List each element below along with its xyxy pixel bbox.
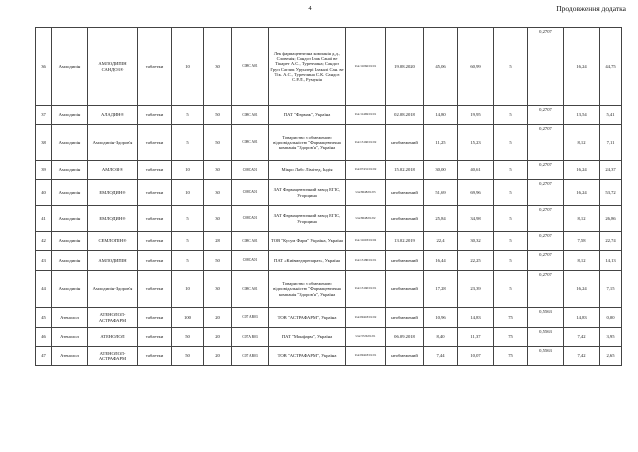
cell-markup: 75 (494, 328, 528, 347)
cell-atc-code: C08C A01 (232, 28, 269, 106)
cell-reg-date: необмежений (386, 180, 424, 206)
cell-manufacturer: ТОВ "Кусум Фарм" Україна, Україна (269, 232, 346, 251)
table-row (36, 308, 622, 328)
cell-atc-code: C07 AB03 (232, 347, 269, 366)
cell-manufacturer: ТОВ "АСТРАФАРМ", Україна (269, 308, 346, 328)
cell-number: 39 (36, 161, 52, 180)
cell-reg-date: 02.08.2018 (386, 106, 424, 125)
cell-manufacturer: Товариство з обмеженою відповідальністю "Фармацевтична компанія "Здоров'я", Україна (269, 271, 346, 308)
cell-trade-name: Амлодипін-Здоров'я (88, 271, 138, 308)
cell-markup: 5 (494, 206, 528, 232)
cell-dose: 5 (172, 125, 204, 161)
cell-registration: UA/11603/01/02 (346, 232, 386, 251)
cell-wholesale-price: 69,96 (458, 180, 494, 206)
continuation-label: Продовження додатка (556, 4, 626, 13)
cell-number: 46 (36, 328, 52, 347)
cell-registration: UA/8048/01/02 (346, 206, 386, 232)
cell-markup: 5 (494, 28, 528, 106)
cell-reference: 0,2707 (528, 161, 564, 180)
cell-dose: 50 (172, 347, 204, 366)
cell-atc-code: C08CA01 (232, 206, 269, 232)
cell-manufacturer: Лек фармацевтична компанія д.д., Словенія; Сандоз Ілак Санаї ве Тікарет А.С., Туреччина; Сандоз Груп Саглик Урунлері Ілакалі Сан. ве Тік. А.С., Туреччина С.К. Сандоз С.Р.Л., Румунія (269, 28, 346, 106)
cell-copay: 53,72 (600, 180, 622, 206)
cell-wholesale-price: 40,61 (458, 161, 494, 180)
cell-form: таблетки (138, 28, 172, 106)
cell-copay: 24,37 (600, 161, 622, 180)
cell-dose: 5 (172, 206, 204, 232)
cell-markup: 5 (494, 125, 528, 161)
table-row (36, 106, 622, 125)
cell-inn: Атенолол (52, 308, 88, 328)
cell-wholesale-price: 30,32 (458, 232, 494, 251)
cell-manufacturer: ТОВ "АСТРАФАРМ", Україна (269, 347, 346, 366)
cell-registration: UA/13160/01/02 (346, 125, 386, 161)
cell-inn: Амлодипін (52, 161, 88, 180)
cell-price: 10,96 (424, 308, 458, 328)
cell-dose: 5 (172, 251, 204, 271)
cell-form: таблетки (138, 328, 172, 347)
cell-price: 25,84 (424, 206, 458, 232)
cell-registration: UA/3726/01/01 (346, 328, 386, 347)
cell-number: 44 (36, 271, 52, 308)
table-row (36, 161, 622, 180)
cell-reimbursement: 7,42 (564, 347, 600, 366)
cell-wholesale-price: 14,83 (458, 308, 494, 328)
cell-price: 22,4 (424, 232, 458, 251)
cell-manufacturer: ПАТ «Київмедпрепарат», Україна (269, 251, 346, 271)
cell-atc-code: C07 AB03 (232, 308, 269, 328)
cell-number: 43 (36, 251, 52, 271)
cell-registration: UA/07431/01/02 (346, 161, 386, 180)
cell-form: таблетки (138, 125, 172, 161)
cell-inn: Амлодипін (52, 232, 88, 251)
cell-registration: UA/13160/01/01 (346, 271, 386, 308)
table-row (36, 271, 622, 308)
cell-price: 16,44 (424, 251, 458, 271)
cell-price: 14,80 (424, 106, 458, 125)
cell-quantity: 50 (204, 251, 232, 271)
cell-reimbursement: 16,24 (564, 161, 600, 180)
cell-markup: 75 (494, 347, 528, 366)
cell-atc-code: C08C A01 (232, 106, 269, 125)
cell-reg-date: необмежений (386, 271, 424, 308)
cell-wholesale-price: 22,25 (458, 251, 494, 271)
cell-copay: 26,86 (600, 206, 622, 232)
cell-manufacturer: ПАТ "Монфарм", Україна (269, 328, 346, 347)
cell-inn: Амлодипін (52, 180, 88, 206)
cell-form: таблетки (138, 232, 172, 251)
cell-inn: Амлодипін (52, 251, 88, 271)
cell-price: 30,00 (424, 161, 458, 180)
cell-atc-code: C07A B03 (232, 328, 269, 347)
cell-markup: 5 (494, 251, 528, 271)
table-row (36, 28, 622, 106)
cell-trade-name: Амлодипін-Здоров'я (88, 125, 138, 161)
cell-manufacturer: ЗАТ Фармацевтичний завод ЕГІС, Угорщина (269, 180, 346, 206)
cell-inn: Амлодипін (52, 106, 88, 125)
cell-registration: UA/8048/01/03 (346, 180, 386, 206)
cell-copay: 44,75 (600, 28, 622, 106)
cell-atc-code: C08CA01 (232, 180, 269, 206)
cell-inn: Амлодипін (52, 125, 88, 161)
cell-form: таблетки (138, 308, 172, 328)
cell-reimbursement: 7,42 (564, 328, 600, 347)
cell-reg-date: необмежений (386, 308, 424, 328)
cell-atc-code: C08CA01 (232, 161, 269, 180)
cell-form: таблетки (138, 271, 172, 308)
cell-trade-name: АМЛОЗІ® (88, 161, 138, 180)
cell-dose: 50 (172, 328, 204, 347)
cell-markup: 5 (494, 180, 528, 206)
cell-number: 45 (36, 308, 52, 328)
cell-atc-code: C08C A01 (232, 232, 269, 251)
cell-manufacturer: Товариство з обмеженою відповідальністю "Фармацевтична компанія "Здоров'я", Україна (269, 125, 346, 161)
cell-wholesale-price: 34,98 (458, 206, 494, 232)
cell-atc-code: C08C A01 (232, 271, 269, 308)
cell-registration: UA/09418/01/01 (346, 347, 386, 366)
cell-reference: 0,5563 (528, 347, 564, 366)
cell-reference: 0,5563 (528, 328, 564, 347)
cell-price: 11,25 (424, 125, 458, 161)
cell-dose: 10 (172, 28, 204, 106)
cell-reimbursement: 8,12 (564, 251, 600, 271)
cell-quantity: 30 (204, 161, 232, 180)
cell-form: таблетки (138, 180, 172, 206)
cell-reg-date: необмежений (386, 206, 424, 232)
cell-trade-name: АМЛОДИПІН (88, 251, 138, 271)
cell-form: таблетки (138, 106, 172, 125)
cell-manufacturer: Мікро Лабс Лімітед, Індія (269, 161, 346, 180)
cell-registration: UA/09418/01/02 (346, 308, 386, 328)
cell-reg-date: необмежений (386, 251, 424, 271)
cell-wholesale-price: 15,23 (458, 125, 494, 161)
cell-quantity: 20 (204, 308, 232, 328)
cell-form: таблетки (138, 251, 172, 271)
cell-reg-date: 13.02.2019 (386, 232, 424, 251)
drug-price-table (35, 27, 622, 366)
cell-inn: Атенолол (52, 328, 88, 347)
cell-number: 40 (36, 180, 52, 206)
cell-copay: 5,41 (600, 106, 622, 125)
cell-copay: 0,00 (600, 308, 622, 328)
cell-reimbursement: 16,24 (564, 180, 600, 206)
cell-markup: 5 (494, 106, 528, 125)
cell-dose: 10 (172, 180, 204, 206)
cell-trade-name: АТЕНОЛОЛ-АСТРАФАРМ (88, 308, 138, 328)
table-row (36, 251, 622, 271)
cell-trade-name: ЕМЛОДИН® (88, 180, 138, 206)
table-row (36, 347, 622, 366)
table-row (36, 328, 622, 347)
page-number: 4 (308, 5, 312, 12)
cell-reference: 0,2707 (528, 232, 564, 251)
cell-copay: 14,13 (600, 251, 622, 271)
cell-price: 51,69 (424, 180, 458, 206)
cell-inn: Амлодипін (52, 271, 88, 308)
cell-reimbursement: 7,58 (564, 232, 600, 251)
cell-inn: Амлодипін (52, 206, 88, 232)
cell-price: 45,06 (424, 28, 458, 106)
cell-reference: 0,2707 (528, 125, 564, 161)
cell-number: 47 (36, 347, 52, 366)
cell-quantity: 30 (204, 206, 232, 232)
cell-quantity: 30 (204, 180, 232, 206)
cell-markup: 5 (494, 232, 528, 251)
cell-dose: 5 (172, 232, 204, 251)
cell-reg-date: необмежений (386, 347, 424, 366)
cell-reimbursement: 16,24 (564, 28, 600, 106)
cell-price: 7,44 (424, 347, 458, 366)
cell-dose: 10 (172, 161, 204, 180)
cell-reference: 0,2707 (528, 180, 564, 206)
cell-number: 42 (36, 232, 52, 251)
cell-reference: 0,5563 (528, 308, 564, 328)
cell-inn: Амлодипін (52, 28, 88, 106)
cell-wholesale-price: 19,95 (458, 106, 494, 125)
cell-price: 8,40 (424, 328, 458, 347)
cell-wholesale-price: 60,99 (458, 28, 494, 106)
cell-trade-name: АЛАДИН® (88, 106, 138, 125)
cell-copay: 7,11 (600, 125, 622, 161)
cell-wholesale-price: 23,39 (458, 271, 494, 308)
cell-quantity: 30 (204, 271, 232, 308)
cell-quantity: 50 (204, 125, 232, 161)
cell-copay: 7,15 (600, 271, 622, 308)
cell-manufacturer: ЗАТ Фармацевтичний завод ЕГІС, Угорщина (269, 206, 346, 232)
table-row (36, 232, 622, 251)
cell-copay: 22,74 (600, 232, 622, 251)
cell-reimbursement: 14,83 (564, 308, 600, 328)
table-row (36, 180, 622, 206)
cell-form: таблетки (138, 206, 172, 232)
cell-wholesale-price: 10,07 (458, 347, 494, 366)
cell-form: таблетки (138, 347, 172, 366)
cell-reference: 0,2707 (528, 251, 564, 271)
cell-number: 41 (36, 206, 52, 232)
cell-reference: 0,2707 (528, 271, 564, 308)
cell-trade-name: АТЕНОЛОЛ-АСТРАФАРМ (88, 347, 138, 366)
cell-dose: 10 (172, 271, 204, 308)
cell-registration: UA/13180/01/01 (346, 251, 386, 271)
cell-markup: 5 (494, 161, 528, 180)
table-row (36, 125, 622, 161)
cell-reimbursement: 8,12 (564, 206, 600, 232)
cell-reimbursement: 16,24 (564, 271, 600, 308)
cell-reg-date: 15.02.2018 (386, 161, 424, 180)
cell-reimbursement: 8,12 (564, 125, 600, 161)
cell-atc-code: C08CA01 (232, 251, 269, 271)
cell-reference: 0,2707 (528, 206, 564, 232)
cell-number: 38 (36, 125, 52, 161)
cell-markup: 75 (494, 308, 528, 328)
cell-markup: 5 (494, 271, 528, 308)
cell-price: 17,28 (424, 271, 458, 308)
cell-trade-name: СЕМЛОПІН® (88, 232, 138, 251)
cell-copay: 3,95 (600, 328, 622, 347)
cell-wholesale-price: 11,37 (458, 328, 494, 347)
cell-trade-name: АТЕНОЛОЛ (88, 328, 138, 347)
cell-inn: Атенолол (52, 347, 88, 366)
cell-copay: 2,65 (600, 347, 622, 366)
cell-number: 37 (36, 106, 52, 125)
cell-reference: 0,2707 (528, 106, 564, 125)
cell-registration: UA/11066/01/01 (346, 28, 386, 106)
table-row (36, 206, 622, 232)
cell-reference: 0,2707 (528, 28, 564, 106)
cell-quantity: 20 (204, 347, 232, 366)
cell-reg-date: 19.08.2020 (386, 28, 424, 106)
cell-reimbursement: 13,54 (564, 106, 600, 125)
cell-number: 36 (36, 28, 52, 106)
cell-trade-name: АМЛОДИПІН САНДОЗ® (88, 28, 138, 106)
cell-registration: UA/11469/01/01 (346, 106, 386, 125)
cell-quantity: 50 (204, 106, 232, 125)
cell-quantity: 28 (204, 232, 232, 251)
cell-manufacturer: ПАТ "Фармак", Україна (269, 106, 346, 125)
cell-reg-date: 06.09.2018 (386, 328, 424, 347)
cell-quantity: 30 (204, 28, 232, 106)
cell-atc-code: C08C A01 (232, 125, 269, 161)
cell-trade-name: ЕМЛОДИН® (88, 206, 138, 232)
cell-quantity: 20 (204, 328, 232, 347)
cell-dose: 5 (172, 106, 204, 125)
cell-reg-date: необмежений (386, 125, 424, 161)
cell-form: таблетки (138, 161, 172, 180)
cell-dose: 100 (172, 308, 204, 328)
